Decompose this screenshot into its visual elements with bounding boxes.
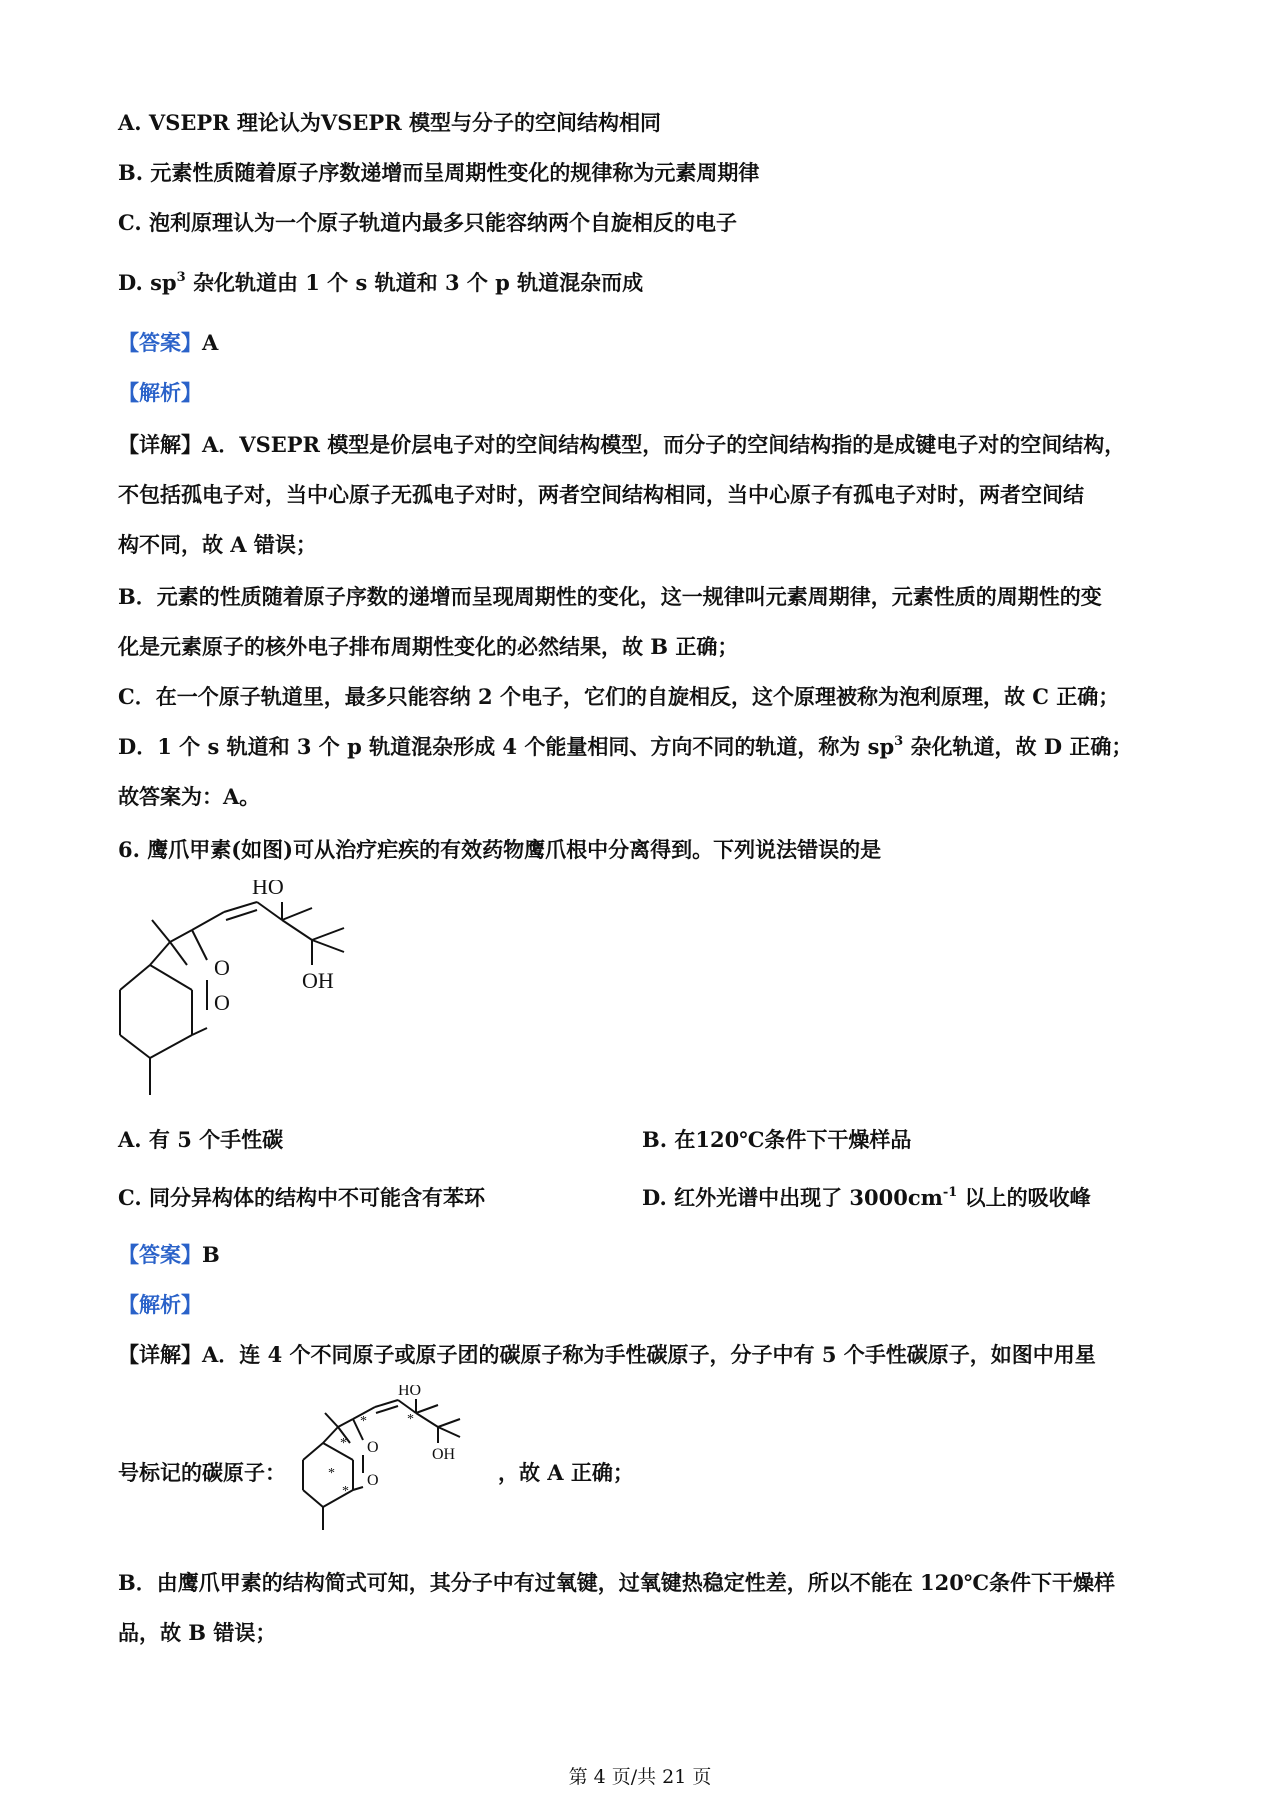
answer-value: A (202, 330, 219, 355)
yingzhaosu-structure-diagram (112, 880, 372, 1100)
oxygen-label-1: O (214, 955, 230, 980)
q6-option-c: C. 同分异构体的结构中不可能含有苯环 (118, 1185, 485, 1210)
q6-detail-line-2-prefix: 号标记的碳原子： (118, 1460, 286, 1485)
q6-option-d-text-2: 以上的吸收峰 (957, 1185, 1091, 1210)
q5-option-d-text: D. sp (118, 270, 177, 295)
q5-option-d-sup: 3 (176, 270, 186, 285)
q5-detail-7-sup: 3 (894, 734, 904, 749)
q6-option-d-text: D. 红外光谱中出现了 3000cm (642, 1185, 943, 1210)
q6-option-d-sup: -1 (942, 1185, 958, 1200)
oxygen-label-1: O (367, 1439, 379, 1456)
chiral-star-3: * (407, 1412, 414, 1427)
q6-stem: 6. 鹰爪甲素(如图)可从治疗疟疾的有效药物鹰爪根中分离得到。下列说法错误的是 (118, 837, 882, 862)
q6-detail-line-1: 【详解】A．连 4 个不同原子或原子团的碳原子称为手性碳原子，分子中有 5 个手性碳原子，如图中用星 (118, 1342, 1096, 1367)
answer-label: 【答案】 (118, 330, 202, 355)
q5-detail-7-text-2: 杂化轨道，故 D 正确； (903, 734, 1133, 759)
q5-conclusion: 故答案为：A。 (118, 784, 261, 809)
q5-option-a: A. VSEPR 理论认为VSEPR 模型与分子的空间结构相同 (118, 110, 661, 135)
q5-analysis-label: 【解析】 (118, 380, 202, 405)
q6-analysis-label: 【解析】 (118, 1292, 202, 1317)
chiral-star-1: * (340, 1436, 347, 1451)
answer-value: B (202, 1242, 220, 1267)
q5-detail-line-4: B．元素的性质随着原子序数的递增而呈现周期性的变化，这一规律叫元素周期律，元素性质的周期性的变 (118, 584, 1102, 609)
chiral-star-5: * (342, 1484, 349, 1499)
q5-option-d-text-2: 杂化轨道由 1 个 s 轨道和 3 个 p 轨道混杂而成 (185, 270, 644, 295)
chiral-carbon-structure-diagram (298, 1385, 478, 1535)
oxygen-label-2: O (367, 1472, 379, 1489)
oxygen-label-2: O (214, 990, 230, 1015)
answer-label: 【答案】 (118, 1242, 202, 1267)
q6-detail-line-3: B．由鹰爪甲素的结构简式可知，其分子中有过氧键，过氧键热稳定性差，所以不能在 120℃条件下干燥样 (118, 1570, 1116, 1595)
q5-detail-line-3: 构不同，故 A 错误； (118, 532, 317, 557)
q5-detail-line-2: 不包括孤电子对，当中心原子无孤电子对时，两者空间结构相同，当中心原子有孤电子对时，两者空间结 (118, 482, 1084, 507)
hydroxyl-label-oh: OH (432, 1446, 456, 1463)
q6-option-a: A. 有 5 个手性碳 (118, 1127, 284, 1152)
page-footer: 第 4 页/共 21 页 (568, 1766, 712, 1788)
q6-option-d (642, 1183, 1091, 1213)
hydroxyl-label-ho: HO (398, 1385, 422, 1399)
q5-detail-line-5: 化是元素原子的核外电子排布周期性变化的必然结果，故 B 正确； (118, 634, 739, 659)
q6-answer (118, 1240, 220, 1270)
q6-detail-line-4: 品，故 B 错误； (118, 1620, 277, 1645)
hydroxyl-label-oh: OH (302, 968, 334, 993)
chiral-star-4: * (328, 1466, 335, 1481)
q5-option-c: C. 泡利原理认为一个原子轨道内最多只能容纳两个自旋相反的电子 (118, 210, 737, 235)
q5-detail-line-7 (118, 732, 1132, 762)
q6-option-b: B. 在120℃条件下干燥样品 (642, 1127, 912, 1152)
q5-detail-line-1: 【详解】A．VSEPR 模型是价层电子对的空间结构模型，而分子的空间结构指的是成键电子对的空间结构， (118, 432, 1126, 457)
q5-detail-7-text: D．1 个 s 轨道和 3 个 p 轨道混杂形成 4 个能量相同、方向不同的轨道，称为 sp (118, 734, 895, 759)
q5-answer (118, 328, 218, 358)
hydroxyl-label-ho: HO (252, 880, 284, 899)
q5-detail-line-6: C．在一个原子轨道里，最多只能容纳 2 个电子，它们的自旋相反，这个原理被称为泡利原理，故 C 正确； (118, 684, 1120, 709)
q5-option-b: B. 元素性质随着原子序数递增而呈周期性变化的规律称为元素周期律 (118, 160, 760, 185)
chiral-star-2: * (360, 1414, 367, 1429)
q5-option-d (118, 268, 643, 298)
q6-detail-line-2-suffix: ，故 A 正确； (498, 1460, 634, 1485)
